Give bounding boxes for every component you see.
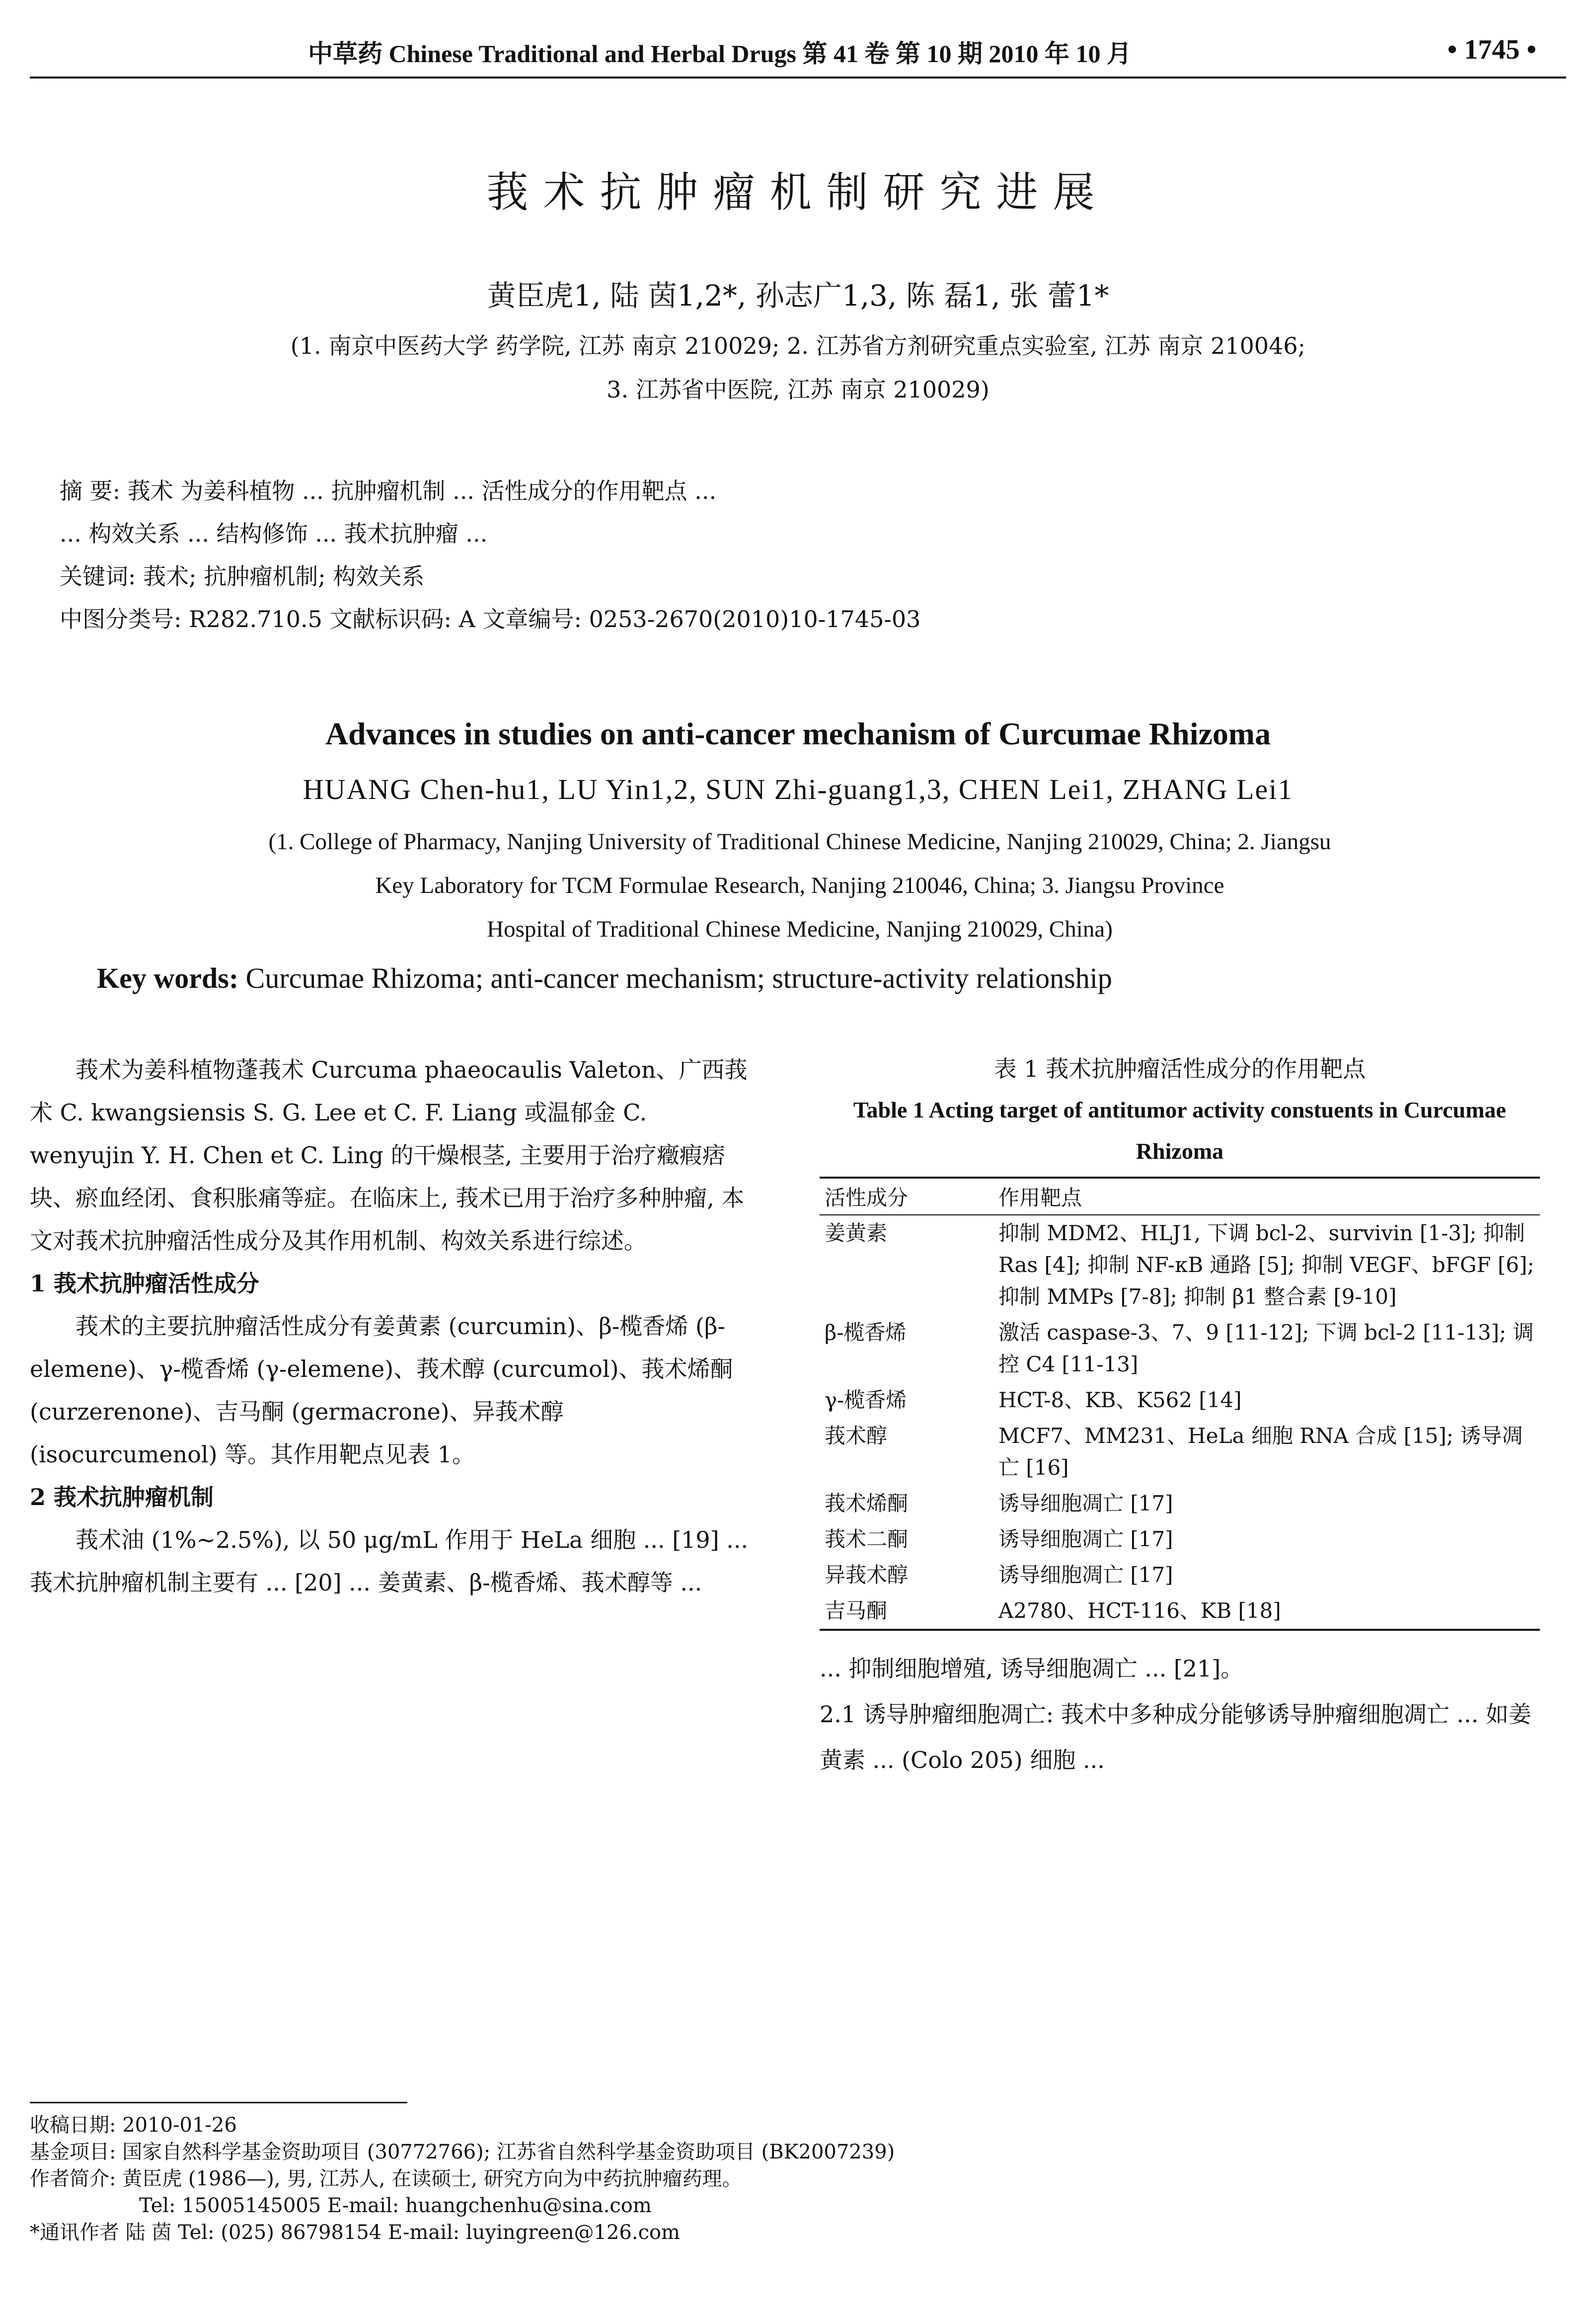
header-rule bbox=[30, 77, 1566, 79]
continuation-paragraph: ... 抑制细胞增殖, 诱导细胞凋亡 ... [21]。 bbox=[820, 1655, 1244, 1682]
affiliation-cn-line: 3. 江苏省中医院, 江苏 南京 210029) bbox=[607, 376, 989, 403]
table-caption-cn: 表 1 莪术抗肿瘤活性成分的作用靶点 bbox=[993, 1055, 1366, 1082]
body-left-column bbox=[30, 1048, 755, 1604]
page-number: • 1745 • bbox=[1447, 34, 1536, 65]
body-right-column bbox=[820, 1048, 1540, 1783]
table-cell: 诱导细胞凋亡 [17] bbox=[998, 1563, 1173, 1587]
keywords-label: Key words: bbox=[97, 962, 239, 994]
footnote-line: 收稿日期: 2010-01-26 bbox=[30, 2114, 237, 2137]
footnote-rule bbox=[30, 2102, 407, 2103]
table-header-cell: 作用靶点 bbox=[993, 1178, 1540, 1215]
table-header-cell: 活性成分 bbox=[820, 1178, 993, 1215]
title-cn: 莪术抗肿瘤机制研究进展 bbox=[486, 168, 1110, 217]
abstract-cn bbox=[60, 470, 1540, 640]
table-cell: 抑制 MDM2、HLJ1, 下调 bcl-2、survivin [1-3]; 抑制 Ras [4]; 抑制 NF-κB 通路 [5]; 抑制 VEGF、bFGF [6]; 抑制 MMPs [7-8]; 抑制 β1 整合素 [9-10] bbox=[998, 1221, 1534, 1309]
authors-cn: 黄臣虎1, 陆 茵1,2*, 孙志广1,3, 陈 磊1, 张 蕾1* bbox=[487, 279, 1109, 313]
table-cell: 诱导细胞凋亡 [17] bbox=[998, 1527, 1173, 1551]
constituents-paragraph: 莪术的主要抗肿瘤活性成分有姜黄素 (curcumin)、β-榄香烯 (β-elemene)、γ-榄香烯 (γ-elemene)、莪术醇 (curcumol)、莪术烯酮 (curzerenone)、吉马酮 (germacrone)、异莪术醇 (isocurcumenol) 等。其作用靶点见表 1。 bbox=[30, 1313, 733, 1468]
table-cell: 莪术烯酮 bbox=[825, 1491, 909, 1516]
table-caption-en: Table 1 Acting target of antitumor activity constuents in Curcumae Rhizoma bbox=[853, 1097, 1506, 1164]
table-header-row bbox=[820, 1178, 1540, 1215]
right-column-text bbox=[820, 1646, 1540, 1783]
table-cell: A2780、HCT-116、KB [18] bbox=[993, 1593, 1540, 1630]
footnote-line: 基金项目: 国家自然科学基金资助项目 (30772766); 江苏省自然科学基金资助项目 (BK2007239) bbox=[30, 2141, 895, 2163]
table-row bbox=[820, 1593, 1540, 1630]
intro-paragraph: 莪术为姜科植物蓬莪术 Curcuma phaeocaulis Valeton、广西莪术 C. kwangsiensis S. G. Lee et C. F. Liang 或温郁金 C. wenyujin Y. H. Chen et C. Ling 的干燥根茎, 主要用于治疗癥瘕痞块、瘀血经闭、食积胀痛等症。在临床上, 莪术已用于治疗多种肿瘤, 本文对莪术抗肿瘤活性成分及其作用机制、构效关系进行综述。 bbox=[30, 1056, 748, 1254]
classification-line: 中图分类号: R282.710.5 文献标识码: A 文章编号: 0253-2670(2010)10-1745-03 bbox=[60, 606, 921, 633]
table-cell: MCF7、MM231、HeLa 细胞 RNA 合成 [15]; 诱导凋亡 [16] bbox=[998, 1424, 1523, 1480]
footnotes bbox=[30, 2112, 1520, 2246]
affiliation-cn-line: (1. 南京中医药大学 药学院, 江苏 南京 210029; 2. 江苏省方剂研究重点实验室, 江苏 南京 210046; bbox=[290, 332, 1306, 359]
table-cell: 姜黄素 bbox=[825, 1221, 888, 1245]
abstract-line: ... 构效关系 ... 结构修饰 ... 莪术抗肿瘤 ... bbox=[60, 520, 488, 547]
table-cell: 诱导细胞凋亡 [17] bbox=[998, 1491, 1173, 1516]
keywords-cn: 关键词: 莪术; 抗肿瘤机制; 构效关系 bbox=[60, 563, 425, 590]
table-row bbox=[820, 1486, 1540, 1521]
affiliation-en-line: (1. College of Pharmacy, Nanjing University of Traditional Chinese Medicine, Nanjing 210029, China; 2. Jiangsu bbox=[268, 829, 1331, 855]
table-cell: 莪术醇 bbox=[825, 1424, 888, 1448]
table-cell: 吉马酮 bbox=[820, 1593, 993, 1630]
table-cell: γ-榄香烯 bbox=[825, 1388, 907, 1412]
table-row bbox=[820, 1557, 1540, 1593]
title-en: Advances in studies on anti-cancer mechanism of Curcumae Rhizoma bbox=[325, 716, 1271, 751]
journal-header: 中草药 Chinese Traditional and Herbal Drugs 第 41 卷 第 10 期 2010 年 10 月 bbox=[308, 40, 1132, 68]
footnote-line: *通讯作者 陆 茵 Tel: (025) 86798154 E-mail: luyingreen@126.com bbox=[30, 2221, 680, 2244]
table-row bbox=[820, 1521, 1540, 1557]
table-cell: 莪术二酮 bbox=[825, 1527, 909, 1551]
authors-en: HUANG Chen-hu1, LU Yin1,2, SUN Zhi-guang1,3, CHEN Lei1, ZHANG Lei1 bbox=[303, 773, 1293, 805]
affiliation-en-line: Hospital of Traditional Chinese Medicine, Nanjing 210029, China) bbox=[487, 916, 1113, 942]
table-cell: β-榄香烯 bbox=[825, 1320, 907, 1345]
table-row bbox=[820, 1315, 1540, 1382]
section-heading-2: 2 莪术抗肿瘤机制 bbox=[30, 1484, 214, 1511]
running-header bbox=[30, 29, 1566, 88]
target-table bbox=[820, 1177, 1540, 1631]
table-cell: 激活 caspase-3、7、9 [11-12]; 下调 bcl-2 [11-13]; 调控 C4 [11-13] bbox=[998, 1320, 1534, 1376]
mechanism-paragraph: 莪术油 (1%~2.5%), 以 50 μg/mL 作用于 HeLa 细胞 ... [19] ... 莪术抗肿瘤机制主要有 ... [20] ... 姜黄素、β-榄香烯、莪术醇等 ... bbox=[30, 1526, 749, 1596]
section-2-1: 2.1 诱导肿瘤细胞凋亡: 莪术中多种成分能够诱导肿瘤细胞凋亡 ... 如姜黄素 ... (Colo 205) 细胞 ... bbox=[820, 1701, 1532, 1773]
section-heading-1: 1 莪术抗肿瘤活性成分 bbox=[30, 1270, 260, 1297]
table-cell: HCT-8、KB、K562 [14] bbox=[998, 1388, 1242, 1412]
abstract-line: 摘 要: 莪术 为姜科植物 ... 抗肿瘤机制 ... 活性成分的作用靶点 ... bbox=[60, 478, 717, 504]
keywords-text: Curcumae Rhizoma; anti-cancer mechanism; structure-activity relationship bbox=[245, 962, 1112, 994]
affiliation-en-line: Key Laboratory for TCM Formulae Research, Nanjing 210046, China; 3. Jiangsu Province bbox=[375, 873, 1224, 898]
footnote-line: 作者简介: 黄臣虎 (1986—), 男, 江苏人, 在读硕士, 研究方向为中药抗肿瘤药理。 bbox=[30, 2167, 742, 2190]
table-row bbox=[820, 1215, 1540, 1315]
footnote-line: Tel: 15005145005 E-mail: huangchenhu@sina.com bbox=[139, 2194, 652, 2217]
table-row bbox=[820, 1382, 1540, 1418]
table-row bbox=[820, 1418, 1540, 1486]
table-cell: 异莪术醇 bbox=[825, 1563, 909, 1587]
keywords-en bbox=[97, 961, 1537, 995]
